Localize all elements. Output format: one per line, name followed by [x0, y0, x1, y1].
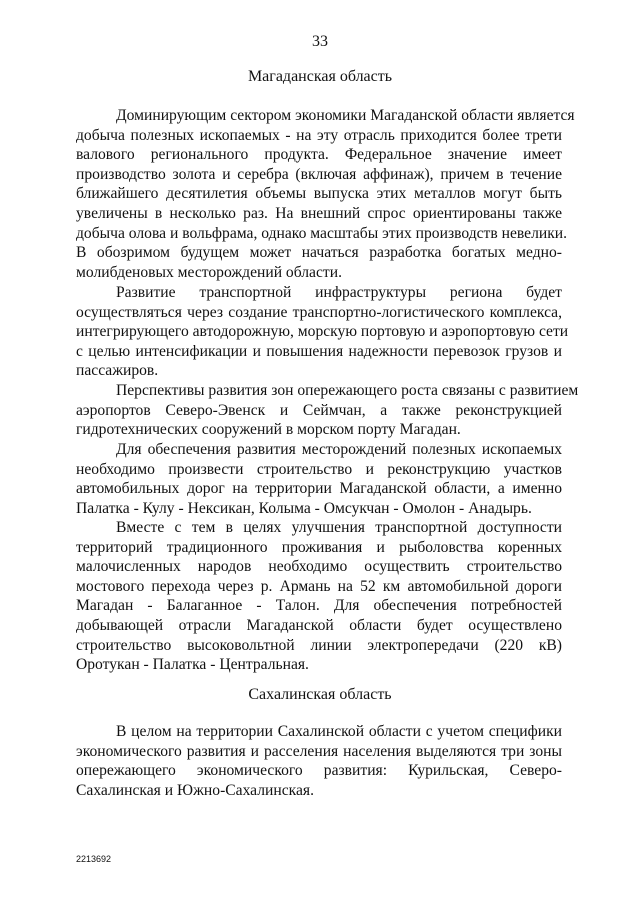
- text-line: увеличены в несколько раз. На внешний спрос ориентированы также: [76, 204, 562, 222]
- text-line: малочисленных народов необходимо осуществить строительство: [76, 558, 562, 576]
- text-line: аэропортов Северо-Эвенск и Сеймчан, а также реконструкцией: [76, 401, 562, 419]
- text-line: добыча полезных ископаемых - на эту отрасль приходится более трети: [76, 126, 562, 144]
- section-heading-sakhalin: Сахалинская область: [248, 686, 392, 703]
- document-code: 2213692: [76, 854, 112, 864]
- paragraph: [76, 722, 562, 800]
- paragraph: [76, 440, 562, 518]
- text-line: валового регионального продукта. Федеральное значение имеет: [76, 146, 562, 164]
- text-line: Перспективы развития зон опережающего роста связаны с развитием: [116, 382, 579, 399]
- text-line: Сахалинская и Южно-Сахалинская.: [76, 781, 314, 799]
- text-line: В обозримом будущем может начаться разработка богатых медно-: [76, 244, 562, 262]
- text-line: строительство высоковольтной линии электропередачи (220 кВ): [76, 636, 562, 654]
- text-line: опережающего экономического развития: Курильская, Северо-: [76, 762, 562, 780]
- text-line: Доминирующим сектором экономики Магаданской области является: [116, 107, 575, 124]
- text-line: Оротукан - Палатка - Центральная.: [76, 656, 309, 674]
- page-number: 33: [312, 33, 328, 50]
- text-line: производство золота и серебра (включая аффинаж), причем в течение: [76, 165, 562, 183]
- text-line: гидротехнических сооружений в морском порту Магадан.: [76, 421, 461, 439]
- paragraph: [76, 518, 562, 675]
- text-line: с целью интенсификации и повышения надежности перевозок грузов и: [76, 342, 562, 360]
- paragraph: [76, 106, 575, 282]
- text-line: экономического развития и расселения населения выделяются три зоны: [76, 742, 562, 760]
- text-line: Палатка - Кулу - Нексикан, Колыма - Омсукчан - Омолон - Анадырь.: [76, 499, 532, 517]
- text-line: автомобильных дорог на территории Магаданской области, а именно: [76, 480, 562, 498]
- text-line: необходимо произвести строительство и реконструкцию участков: [76, 460, 562, 478]
- text-line: добыча олова и вольфрама, однако масштабы этих производств невелики.: [76, 224, 568, 242]
- text-line: В целом на территории Сахалинской области с учетом специфики: [116, 723, 562, 740]
- text-line: пассажиров.: [76, 362, 159, 380]
- text-line: ближайшего десятилетия объемы выпуска этих металлов могут быть: [76, 185, 562, 203]
- text-line: Вместе с тем в целях улучшения транспортной доступности: [116, 519, 562, 536]
- text-line: Магадан - Балаганное - Талон. Для обеспечения потребностей: [76, 597, 562, 615]
- text-line: осуществляться через создание транспортно-логистического комплекса,: [76, 303, 562, 321]
- text-line: мостового перехода через р. Армань на 52 км автомобильной дороги: [76, 577, 562, 595]
- section-heading-magadan: Магаданская область: [247, 68, 393, 85]
- text-line: интегрирующего автодорожную, морскую портовую и аэропортовую сети: [76, 323, 569, 341]
- text-line: молибденовых месторождений области.: [76, 263, 342, 281]
- text-line: добывающей отрасли Магаданской области будет осуществлено: [76, 616, 562, 634]
- paragraph: [76, 283, 569, 381]
- text-line: Развитие транспортной инфраструктуры региона будет: [116, 284, 562, 301]
- text-line: Для обеспечения развития месторождений полезных ископаемых: [116, 441, 562, 458]
- text-line: территорий традиционного проживания и рыболовства коренных: [76, 538, 562, 556]
- paragraph: [76, 381, 579, 440]
